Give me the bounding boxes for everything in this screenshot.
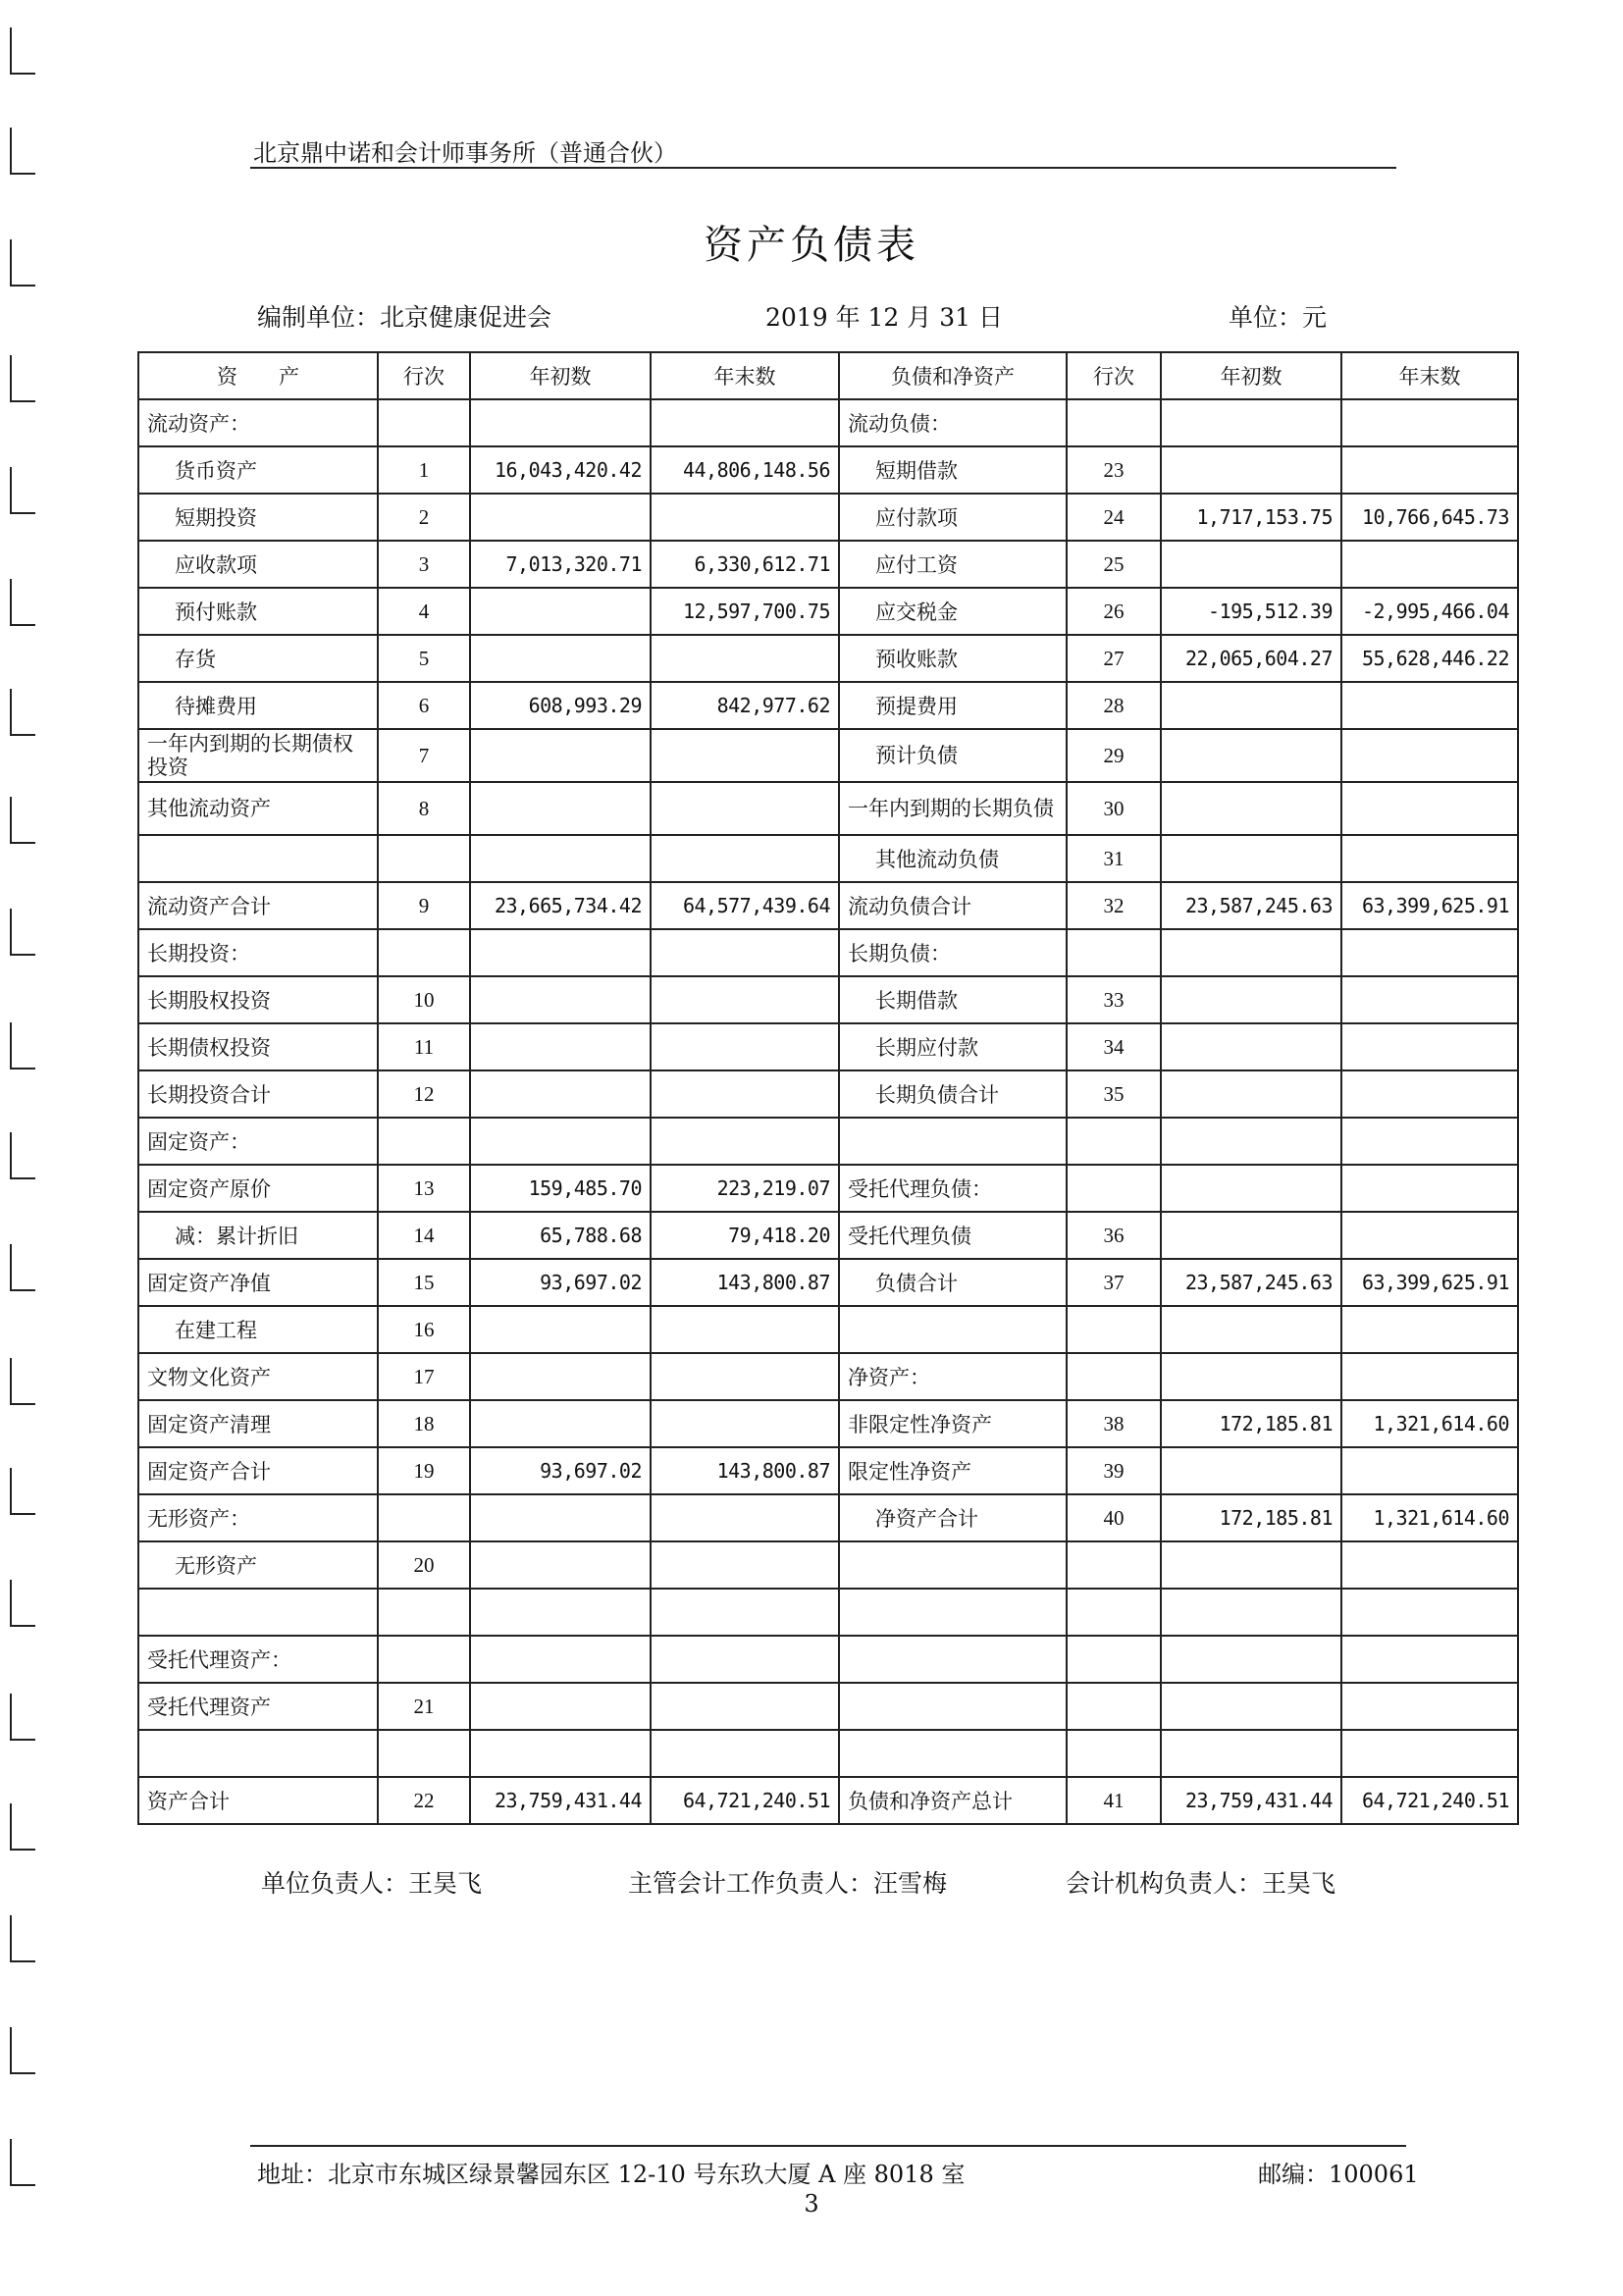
asset-begin-cell: [470, 1023, 651, 1070]
asset-name-cell: 长期股权投资: [138, 976, 378, 1023]
liability-line-cell: [1067, 929, 1161, 976]
asset-name-cell: 受托代理资产: [138, 1683, 378, 1730]
liability-begin-cell: [1161, 1212, 1341, 1259]
liability-begin-cell: 23,587,245.63: [1161, 882, 1341, 929]
liability-end-cell: [1341, 835, 1518, 882]
asset-name-cell: 受托代理资产：: [138, 1636, 378, 1683]
liability-end-cell: 63,399,625.91: [1341, 1259, 1518, 1306]
asset-name-cell: 其他流动资产: [138, 782, 378, 835]
table-row: [138, 399, 1518, 446]
liability-name-cell: 应付款项: [839, 494, 1067, 541]
table-row: [138, 494, 1518, 541]
asset-line-cell: 22: [378, 1777, 470, 1824]
liability-name-cell: 负债合计: [839, 1259, 1067, 1306]
agency-head-signature: 会计机构负责人：王昊飞: [1066, 1869, 1336, 1898]
asset-begin-cell: [470, 1730, 651, 1777]
liability-begin-cell: [1161, 1070, 1341, 1118]
asset-line-cell: 13: [378, 1165, 470, 1212]
liability-begin-cell: [1161, 976, 1341, 1023]
asset-begin-cell: [470, 782, 651, 835]
liability-name-cell: 预计负债: [839, 729, 1067, 782]
liability-line-cell: [1067, 1730, 1161, 1777]
asset-end-cell: 842,977.62: [651, 682, 839, 729]
liability-end-cell: [1341, 682, 1518, 729]
liability-end-cell: [1341, 1447, 1518, 1494]
preparer-unit: 编制单位：北京健康促进会: [257, 303, 552, 332]
liability-line-cell: 34: [1067, 1023, 1161, 1070]
liability-end-cell: [1341, 929, 1518, 976]
asset-line-cell: 5: [378, 635, 470, 682]
liability-line-cell: [1067, 399, 1161, 446]
table-body: [138, 399, 1518, 1824]
table-row: [138, 1259, 1518, 1306]
liability-begin-cell: [1161, 399, 1341, 446]
asset-begin-cell: [470, 929, 651, 976]
table-row: [138, 1541, 1518, 1589]
table-row: [138, 1777, 1518, 1824]
liability-line-cell: 37: [1067, 1259, 1161, 1306]
asset-line-cell: 3: [378, 541, 470, 588]
firm-header: 北京鼎中诺和会计师事务所（普通合伙）: [253, 139, 677, 167]
page-number: 3: [804, 2190, 819, 2218]
asset-end-cell: [651, 494, 839, 541]
liability-name-cell: [839, 1306, 1067, 1353]
asset-name-cell: 流动资产：: [138, 399, 378, 446]
table-row: [138, 1306, 1518, 1353]
asset-begin-cell: [470, 1306, 651, 1353]
liability-begin-cell: [1161, 1306, 1341, 1353]
asset-end-cell: [651, 1400, 839, 1447]
asset-begin-cell: 608,993.29: [470, 682, 651, 729]
asset-line-cell: [378, 835, 470, 882]
asset-line-cell: [378, 399, 470, 446]
asset-name-cell: 流动资产合计: [138, 882, 378, 929]
liability-name-cell: 非限定性净资产: [839, 1400, 1067, 1447]
table-row: [138, 446, 1518, 494]
table-row: [138, 835, 1518, 882]
asset-end-cell: [651, 929, 839, 976]
liability-begin-cell: [1161, 729, 1341, 782]
liability-end-cell: [1341, 1070, 1518, 1118]
liability-line-cell: [1067, 1118, 1161, 1165]
liability-end-cell: [1341, 446, 1518, 494]
asset-begin-cell: [470, 635, 651, 682]
asset-name-cell: [138, 1730, 378, 1777]
liability-begin-cell: [1161, 1023, 1341, 1070]
liability-name-cell: [839, 1730, 1067, 1777]
asset-name-cell: [138, 835, 378, 882]
asset-line-cell: 12: [378, 1070, 470, 1118]
currency-unit: 单位：元: [1229, 303, 1328, 332]
liability-end-cell: 10,766,645.73: [1341, 494, 1518, 541]
asset-end-cell: [651, 835, 839, 882]
asset-begin-cell: [470, 1400, 651, 1447]
accounting-head-signature: 主管会计工作负责人：汪雪梅: [628, 1869, 948, 1898]
balance-sheet-table: [137, 351, 1519, 1825]
liability-end-cell: 64,721,240.51: [1341, 1777, 1518, 1824]
asset-begin-cell: [470, 835, 651, 882]
footer-address: 地址：北京市东城区绿景馨园东区 12-10 号东玖大厦 A 座 8018 室: [257, 2161, 966, 2188]
liability-begin-cell: 1,717,153.75: [1161, 494, 1341, 541]
liability-end-cell: [1341, 1636, 1518, 1683]
liability-end-cell: [1341, 729, 1518, 782]
liability-name-cell: 短期借款: [839, 446, 1067, 494]
liability-end-cell: [1341, 1589, 1518, 1636]
table-row: [138, 1070, 1518, 1118]
asset-begin-cell: [470, 399, 651, 446]
asset-begin-cell: [470, 1118, 651, 1165]
liability-name-cell: 长期应付款: [839, 1023, 1067, 1070]
asset-name-cell: 无形资产：: [138, 1494, 378, 1541]
liability-end-cell: [1341, 1683, 1518, 1730]
asset-end-cell: [651, 1306, 839, 1353]
asset-end-cell: 64,577,439.64: [651, 882, 839, 929]
table-row: [138, 1023, 1518, 1070]
liability-begin-cell: 172,185.81: [1161, 1494, 1341, 1541]
table-header-row: [138, 352, 1518, 399]
liability-line-cell: [1067, 1683, 1161, 1730]
table-row: [138, 1165, 1518, 1212]
header-rule: [250, 167, 1396, 169]
liability-name-cell: 长期借款: [839, 976, 1067, 1023]
asset-line-cell: 11: [378, 1023, 470, 1070]
asset-end-cell: [651, 1683, 839, 1730]
liability-line-cell: 24: [1067, 494, 1161, 541]
liability-end-cell: 55,628,446.22: [1341, 635, 1518, 682]
liability-line-cell: 35: [1067, 1070, 1161, 1118]
asset-name-cell: 长期投资合计: [138, 1070, 378, 1118]
asset-line-cell: 20: [378, 1541, 470, 1589]
col-liabilities: 负债和净资产: [839, 352, 1067, 399]
liability-name-cell: 应付工资: [839, 541, 1067, 588]
table-row: [138, 1589, 1518, 1636]
col-end: 年末数: [651, 352, 839, 399]
table-row: [138, 729, 1518, 782]
asset-end-cell: [651, 1730, 839, 1777]
liability-end-cell: [1341, 782, 1518, 835]
liability-name-cell: [839, 1589, 1067, 1636]
table-row: [138, 1683, 1518, 1730]
asset-end-cell: 143,800.87: [651, 1447, 839, 1494]
asset-end-cell: [651, 1494, 839, 1541]
liability-line-cell: [1067, 1353, 1161, 1400]
col-begin-2: 年初数: [1161, 352, 1341, 399]
table-row: [138, 635, 1518, 682]
asset-end-cell: [651, 635, 839, 682]
liability-name-cell: 负债和净资产总计: [839, 1777, 1067, 1824]
liability-begin-cell: [1161, 929, 1341, 976]
asset-line-cell: 19: [378, 1447, 470, 1494]
asset-end-cell: 64,721,240.51: [651, 1777, 839, 1824]
liability-line-cell: 36: [1067, 1212, 1161, 1259]
liability-begin-cell: 172,185.81: [1161, 1400, 1341, 1447]
liability-line-cell: 27: [1067, 635, 1161, 682]
liability-line-cell: [1067, 1541, 1161, 1589]
liability-line-cell: 26: [1067, 588, 1161, 635]
asset-begin-cell: [470, 976, 651, 1023]
asset-end-cell: 79,418.20: [651, 1212, 839, 1259]
asset-name-cell: 在建工程: [138, 1306, 378, 1353]
asset-name-cell: 减：累计折旧: [138, 1212, 378, 1259]
liability-begin-cell: [1161, 782, 1341, 835]
liability-name-cell: 流动负债：: [839, 399, 1067, 446]
table-row: [138, 541, 1518, 588]
liability-line-cell: [1067, 1636, 1161, 1683]
liability-name-cell: [839, 1636, 1067, 1683]
asset-end-cell: [651, 1636, 839, 1683]
table-row: [138, 1400, 1518, 1447]
footer-rule: [250, 2145, 1406, 2147]
liability-begin-cell: 23,759,431.44: [1161, 1777, 1341, 1824]
liability-begin-cell: [1161, 1589, 1341, 1636]
asset-name-cell: 存货: [138, 635, 378, 682]
table-row: [138, 1730, 1518, 1777]
liability-line-cell: 25: [1067, 541, 1161, 588]
liability-begin-cell: [1161, 1165, 1341, 1212]
liability-name-cell: 净资产：: [839, 1353, 1067, 1400]
liability-begin-cell: [1161, 1730, 1341, 1777]
liability-end-cell: [1341, 1023, 1518, 1070]
liability-end-cell: -2,995,466.04: [1341, 588, 1518, 635]
asset-begin-cell: 23,665,734.42: [470, 882, 651, 929]
asset-end-cell: [651, 399, 839, 446]
table-row: [138, 976, 1518, 1023]
asset-end-cell: 143,800.87: [651, 1259, 839, 1306]
liability-end-cell: [1341, 1353, 1518, 1400]
asset-end-cell: [651, 1023, 839, 1070]
table-row: [138, 682, 1518, 729]
asset-begin-cell: [470, 1683, 651, 1730]
liability-name-cell: 其他流动负债: [839, 835, 1067, 882]
col-assets: 资 产: [138, 352, 378, 399]
asset-begin-cell: [470, 1070, 651, 1118]
liability-line-cell: 31: [1067, 835, 1161, 882]
asset-begin-cell: [470, 1494, 651, 1541]
liability-begin-cell: 22,065,604.27: [1161, 635, 1341, 682]
col-end-2: 年末数: [1341, 352, 1518, 399]
liability-line-cell: 33: [1067, 976, 1161, 1023]
asset-end-cell: [651, 976, 839, 1023]
liability-line-cell: [1067, 1589, 1161, 1636]
liability-name-cell: [839, 1118, 1067, 1165]
liability-line-cell: 29: [1067, 729, 1161, 782]
liability-name-cell: [839, 1683, 1067, 1730]
asset-end-cell: [651, 729, 839, 782]
asset-name-cell: [138, 1589, 378, 1636]
liability-line-cell: 41: [1067, 1777, 1161, 1824]
asset-line-cell: [378, 1589, 470, 1636]
liability-begin-cell: [1161, 1683, 1341, 1730]
asset-line-cell: 6: [378, 682, 470, 729]
liability-begin-cell: [1161, 1353, 1341, 1400]
liability-end-cell: [1341, 1212, 1518, 1259]
asset-end-cell: [651, 1541, 839, 1589]
asset-line-cell: 16: [378, 1306, 470, 1353]
asset-begin-cell: 93,697.02: [470, 1447, 651, 1494]
table-row: [138, 1447, 1518, 1494]
liability-name-cell: 长期负债：: [839, 929, 1067, 976]
table-row: [138, 782, 1518, 835]
liability-name-cell: 一年内到期的长期负债: [839, 782, 1067, 835]
liability-end-cell: [1341, 1118, 1518, 1165]
liability-line-cell: 30: [1067, 782, 1161, 835]
liability-end-cell: 63,399,625.91: [1341, 882, 1518, 929]
footer-postcode: 邮编：100061: [1258, 2161, 1419, 2188]
asset-begin-cell: [470, 1636, 651, 1683]
asset-line-cell: 4: [378, 588, 470, 635]
asset-line-cell: 15: [378, 1259, 470, 1306]
table-row: [138, 1636, 1518, 1683]
asset-begin-cell: 93,697.02: [470, 1259, 651, 1306]
liability-name-cell: 受托代理负债：: [839, 1165, 1067, 1212]
unit-head-signature: 单位负责人：王昊飞: [261, 1869, 483, 1898]
asset-begin-cell: 159,485.70: [470, 1165, 651, 1212]
liability-begin-cell: [1161, 1636, 1341, 1683]
liability-begin-cell: [1161, 682, 1341, 729]
asset-end-cell: [651, 1589, 839, 1636]
asset-name-cell: 文物文化资产: [138, 1353, 378, 1400]
liability-begin-cell: [1161, 1447, 1341, 1494]
col-line-2: 行次: [1067, 352, 1161, 399]
asset-name-cell: 一年内到期的长期债权投资: [138, 729, 378, 782]
liability-begin-cell: [1161, 835, 1341, 882]
asset-name-cell: 预付账款: [138, 588, 378, 635]
liability-line-cell: 40: [1067, 1494, 1161, 1541]
asset-end-cell: [651, 1070, 839, 1118]
liability-end-cell: [1341, 1306, 1518, 1353]
liability-end-cell: [1341, 1730, 1518, 1777]
table-row: [138, 1212, 1518, 1259]
asset-begin-cell: [470, 1353, 651, 1400]
asset-line-cell: [378, 1636, 470, 1683]
liability-name-cell: 受托代理负债: [839, 1212, 1067, 1259]
liability-line-cell: 38: [1067, 1400, 1161, 1447]
asset-line-cell: 21: [378, 1683, 470, 1730]
asset-name-cell: 固定资产合计: [138, 1447, 378, 1494]
liability-line-cell: 28: [1067, 682, 1161, 729]
asset-name-cell: 固定资产清理: [138, 1400, 378, 1447]
liability-line-cell: [1067, 1306, 1161, 1353]
asset-line-cell: [378, 929, 470, 976]
asset-name-cell: 应收款项: [138, 541, 378, 588]
asset-line-cell: 1: [378, 446, 470, 494]
liability-line-cell: 32: [1067, 882, 1161, 929]
asset-end-cell: 223,219.07: [651, 1165, 839, 1212]
asset-line-cell: 18: [378, 1400, 470, 1447]
col-begin: 年初数: [470, 352, 651, 399]
liability-name-cell: 预收账款: [839, 635, 1067, 682]
asset-line-cell: [378, 1730, 470, 1777]
asset-end-cell: 44,806,148.56: [651, 446, 839, 494]
asset-line-cell: 2: [378, 494, 470, 541]
asset-line-cell: [378, 1118, 470, 1165]
liability-begin-cell: 23,587,245.63: [1161, 1259, 1341, 1306]
page-title: 资产负债表: [704, 223, 919, 268]
liability-end-cell: 1,321,614.60: [1341, 1400, 1518, 1447]
asset-name-cell: 资产合计: [138, 1777, 378, 1824]
asset-name-cell: 无形资产: [138, 1541, 378, 1589]
liability-begin-cell: [1161, 1541, 1341, 1589]
asset-begin-cell: 23,759,431.44: [470, 1777, 651, 1824]
asset-begin-cell: 16,043,420.42: [470, 446, 651, 494]
table-row: [138, 1118, 1518, 1165]
table-row: [138, 588, 1518, 635]
liability-end-cell: [1341, 1541, 1518, 1589]
liability-name-cell: 应交税金: [839, 588, 1067, 635]
asset-end-cell: [651, 782, 839, 835]
table-row: [138, 882, 1518, 929]
asset-name-cell: 固定资产：: [138, 1118, 378, 1165]
asset-name-cell: 长期投资：: [138, 929, 378, 976]
asset-line-cell: 7: [378, 729, 470, 782]
liability-begin-cell: -195,512.39: [1161, 588, 1341, 635]
liability-end-cell: [1341, 1165, 1518, 1212]
liability-name-cell: 流动负债合计: [839, 882, 1067, 929]
asset-begin-cell: [470, 1541, 651, 1589]
table-row: [138, 1494, 1518, 1541]
liability-begin-cell: [1161, 446, 1341, 494]
liability-name-cell: 预提费用: [839, 682, 1067, 729]
liability-begin-cell: [1161, 1118, 1341, 1165]
liability-name-cell: 限定性净资产: [839, 1447, 1067, 1494]
asset-name-cell: 固定资产净值: [138, 1259, 378, 1306]
report-date: 2019 年 12 月 31 日: [765, 303, 1003, 332]
table-row: [138, 1353, 1518, 1400]
liability-line-cell: 39: [1067, 1447, 1161, 1494]
asset-begin-cell: [470, 729, 651, 782]
liability-end-cell: [1341, 541, 1518, 588]
table-row: [138, 929, 1518, 976]
liability-end-cell: [1341, 976, 1518, 1023]
asset-begin-cell: 65,788.68: [470, 1212, 651, 1259]
liability-end-cell: 1,321,614.60: [1341, 1494, 1518, 1541]
asset-line-cell: 10: [378, 976, 470, 1023]
asset-line-cell: [378, 1494, 470, 1541]
asset-name-cell: 固定资产原价: [138, 1165, 378, 1212]
liability-end-cell: [1341, 399, 1518, 446]
asset-end-cell: [651, 1118, 839, 1165]
liability-name-cell: 净资产合计: [839, 1494, 1067, 1541]
asset-end-cell: 12,597,700.75: [651, 588, 839, 635]
asset-name-cell: 短期投资: [138, 494, 378, 541]
asset-begin-cell: 7,013,320.71: [470, 541, 651, 588]
liability-name-cell: [839, 1541, 1067, 1589]
liability-name-cell: 长期负债合计: [839, 1070, 1067, 1118]
asset-begin-cell: [470, 494, 651, 541]
asset-begin-cell: [470, 1589, 651, 1636]
liability-line-cell: [1067, 1165, 1161, 1212]
asset-name-cell: 待摊费用: [138, 682, 378, 729]
asset-name-cell: 长期债权投资: [138, 1023, 378, 1070]
asset-line-cell: 9: [378, 882, 470, 929]
asset-end-cell: 6,330,612.71: [651, 541, 839, 588]
liability-line-cell: 23: [1067, 446, 1161, 494]
asset-line-cell: 8: [378, 782, 470, 835]
asset-line-cell: 17: [378, 1353, 470, 1400]
asset-begin-cell: [470, 588, 651, 635]
asset-name-cell: 货币资产: [138, 446, 378, 494]
asset-end-cell: [651, 1353, 839, 1400]
liability-begin-cell: [1161, 541, 1341, 588]
asset-line-cell: 14: [378, 1212, 470, 1259]
col-line: 行次: [378, 352, 470, 399]
